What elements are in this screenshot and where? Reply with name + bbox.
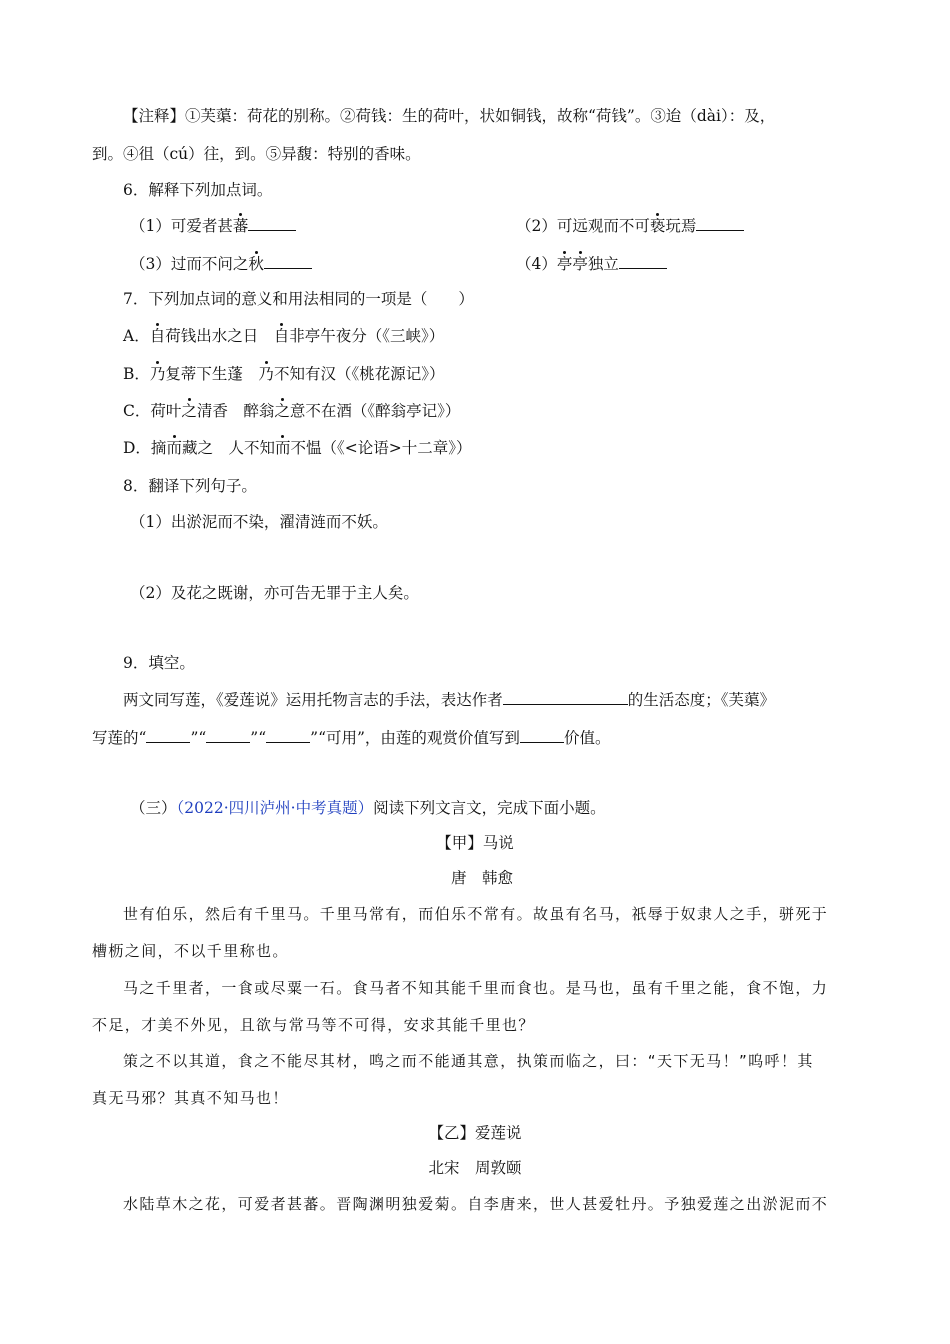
q9-text: 的生活态度；《芙蕖》 <box>627 691 776 709</box>
passage-b-title: 【乙】爱莲说 <box>428 1124 522 1142</box>
q6-item-1 <box>130 215 296 236</box>
option-text: 不愠（《<论语>十二章》） <box>290 439 472 457</box>
note-line-2: 到。④徂（cú）往，到。⑤异馥：特别的香味。 <box>92 145 421 163</box>
dotted-char: 乃 <box>149 365 166 383</box>
answer-blank[interactable] <box>264 253 312 269</box>
answer-blank[interactable] <box>503 689 628 705</box>
dotted-char: 亭 <box>572 255 588 273</box>
q7-option-d[interactable] <box>123 438 471 458</box>
answer-blank[interactable] <box>146 727 190 743</box>
answer-blank[interactable] <box>520 727 564 743</box>
q6-item-2-text: （2）可远观而不可 <box>516 217 650 235</box>
q9-line-2 <box>92 727 610 748</box>
passage-a-p3-line2: 真无马邪？其真不知马也！ <box>92 1089 289 1107</box>
section-instruction: 阅读下列文言文，完成下面小题。 <box>373 799 606 817</box>
answer-blank[interactable] <box>248 215 296 231</box>
option-letter: A． <box>123 327 150 345</box>
dotted-char: 而 <box>166 439 182 457</box>
dotted-char: 亭 <box>556 255 573 273</box>
note-line-1: 【注释】①芙蕖：荷花的别称。②荷钱：生的荷叶，状如铜钱，故称“荷钱”。③迨（dài）：及， <box>123 107 776 125</box>
q6-item-3 <box>130 253 312 274</box>
dotted-char: 自 <box>273 327 290 345</box>
q6-item-4-text: （4） <box>516 255 557 273</box>
option-letter: B． <box>123 365 150 383</box>
q6-item-3-text: （3）过而不问之 <box>130 255 249 273</box>
q7-option-b[interactable] <box>123 364 444 384</box>
option-letter: C．荷叶 <box>123 402 182 420</box>
section-number: （三） <box>130 799 177 817</box>
q6-item-2-post: 玩焉 <box>665 217 697 235</box>
q7-stem: 7．下列加点词的意义和用法相同的一项是（ ） <box>123 290 474 308</box>
option-text: 荷钱出水之日 <box>165 327 274 345</box>
q6-item-4 <box>516 253 667 274</box>
q7-option-c[interactable] <box>123 401 460 421</box>
answer-blank[interactable] <box>619 253 667 269</box>
q9-line-1 <box>123 689 775 710</box>
q9-text: 两文同写莲，《爱莲说》运用托物言志的手法，表达作者 <box>123 691 503 709</box>
q6-item-2 <box>516 215 744 236</box>
answer-blank[interactable] <box>206 727 250 743</box>
section-3-heading <box>130 798 606 818</box>
option-text: 藏之 人不知 <box>181 439 275 457</box>
dotted-char: 乃 <box>258 365 274 383</box>
q8-stem: 8．翻译下列句子。 <box>123 477 257 495</box>
dotted-char: 自 <box>149 327 166 345</box>
q9-stem: 9．填空。 <box>123 654 195 672</box>
passage-a-p2-line1: 马之千里者，一食或尽粟一石。食马者不知其能千里而食也。是马也，虽有千里之能，食不饱，力 <box>123 979 829 997</box>
option-text: 复蒂下生蓬 <box>165 365 259 383</box>
q6-item-4-post: 独立 <box>587 255 619 273</box>
dotted-char: 之 <box>181 402 197 420</box>
answer-blank[interactable] <box>696 215 744 231</box>
q6-stem: 6．解释下列加点词。 <box>123 181 273 199</box>
passage-a-author: 唐 韩愈 <box>450 869 513 887</box>
passage-a-p2-line2: 不足，才美不外见，且欲与常马等不可得，安求其能千里也？ <box>92 1016 535 1034</box>
passage-b-author: 北宋 周敦颐 <box>428 1159 522 1177</box>
dotted-char: 蕃 <box>232 217 249 235</box>
q6-item-1-text: （1）可爱者甚 <box>130 217 233 235</box>
q9-text: 写莲的“ <box>92 729 147 747</box>
dotted-char: 秋 <box>248 255 264 273</box>
answer-blank[interactable] <box>266 727 310 743</box>
passage-a-title: 【甲】马说 <box>436 834 514 852</box>
option-text: 非亭午夜分（《三峡》） <box>289 327 445 345</box>
source-link[interactable]: （2022·四川泸州·中考真题） <box>176 799 374 817</box>
q7-option-a[interactable] <box>123 326 444 346</box>
q8-sentence-2: （2）及花之既谢，亦可告无罪于主人矣。 <box>130 584 419 602</box>
quote-mark: ”“ <box>250 729 267 747</box>
option-text: 意不在酒（《醉翁亭记》） <box>289 402 461 420</box>
passage-b-p1-line1: 水陆草木之花，可爱者甚蕃。晋陶渊明独爱菊。自李唐来，世人甚爱牡丹。予独爱莲之出淤泥而不 <box>123 1195 829 1213</box>
option-text: 不知有汉（《桃花源记》） <box>273 365 445 383</box>
q9-text: ”“可用”，由莲的观赏价值写到 <box>310 729 520 747</box>
dotted-char: 亵 <box>649 217 666 235</box>
option-letter: D．摘 <box>123 439 167 457</box>
dotted-char: 之 <box>274 402 290 420</box>
dotted-char: 而 <box>274 439 291 457</box>
q9-text: 价值。 <box>563 729 611 747</box>
passage-a-p1-line2: 槽枥之间，不以千里称也。 <box>92 942 289 960</box>
quote-mark: ”“ <box>190 729 207 747</box>
option-text: 清香 醉翁 <box>196 402 275 420</box>
passage-a-p3-line1: 策之不以其道，食之不能尽其材，鸣之而不能通其意，执策而临之，曰：“天下无马！”呜呼！其 <box>123 1052 814 1070</box>
q8-sentence-1: （1）出淤泥而不染，濯清涟而不妖。 <box>130 513 388 531</box>
passage-a-p1-line1: 世有伯乐，然后有千里马。千里马常有，而伯乐不常有。故虽有名马，祇辱于奴隶人之手，骈死于 <box>123 905 829 923</box>
